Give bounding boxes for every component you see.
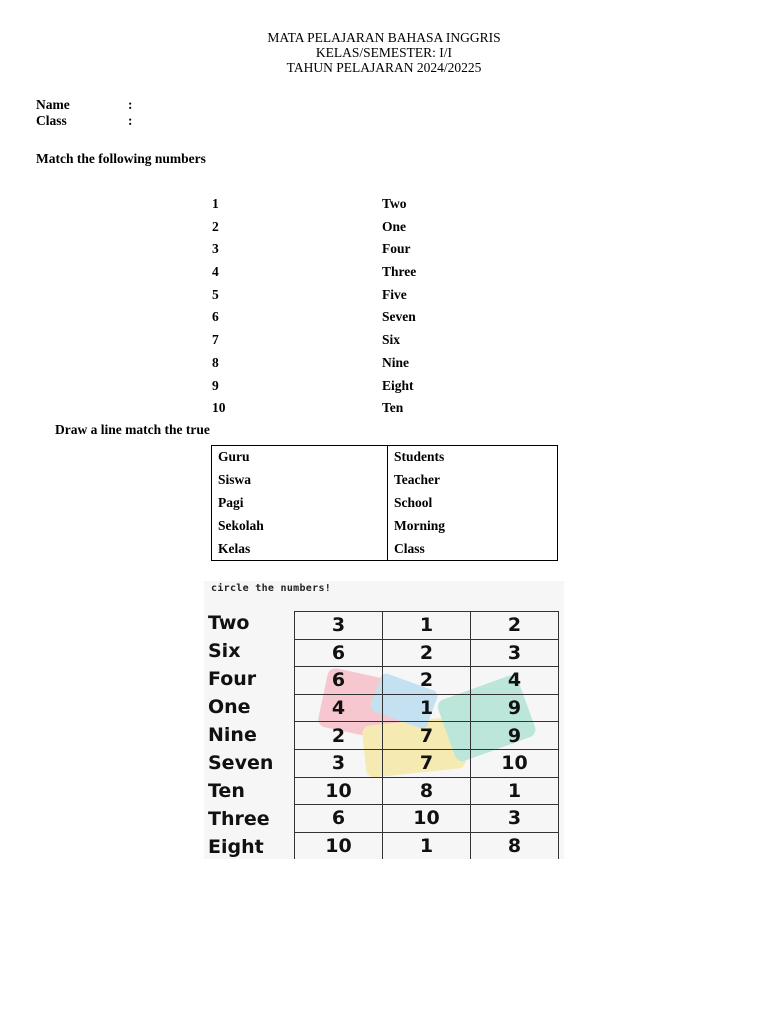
subject-title: MATA PELAJARAN BAHASA INGGRIS — [267, 30, 501, 45]
grid-row — [295, 612, 559, 640]
match-row — [212, 196, 452, 219]
worksheet-word: Six — [208, 640, 241, 662]
table-row — [212, 537, 558, 560]
class-colon: : — [128, 113, 133, 128]
match-number: 5 — [212, 286, 219, 302]
grid-number-cell[interactable]: 9 — [471, 694, 559, 722]
grid-number-cell[interactable]: 2 — [471, 612, 559, 640]
grid-number-cell[interactable]: 3 — [295, 749, 383, 777]
worksheet-word-column — [208, 609, 273, 859]
match-word: Eight — [382, 377, 414, 393]
match-number: 8 — [212, 354, 219, 370]
grid-number-cell[interactable]: 2 — [295, 722, 383, 750]
match-row — [212, 332, 452, 355]
grid-row — [295, 749, 559, 777]
grid-number-cell[interactable]: 10 — [295, 777, 383, 805]
worksheet-word: Four — [208, 668, 257, 690]
match-word: Seven — [382, 309, 416, 325]
vocabulary-match-table — [211, 445, 558, 561]
match-word: Nine — [382, 354, 409, 370]
worksheet-title: circle the numbers! — [211, 583, 332, 594]
worksheet-word: Two — [208, 612, 250, 634]
grid-number-cell[interactable]: 10 — [471, 749, 559, 777]
grid-row — [295, 832, 559, 859]
table-row — [212, 446, 558, 469]
match-word: Five — [382, 286, 407, 302]
grid-number-cell[interactable]: 8 — [471, 832, 559, 859]
table-row — [212, 492, 558, 515]
circle-numbers-worksheet — [204, 581, 564, 859]
grid-number-cell[interactable]: 3 — [471, 639, 559, 667]
match-number: 6 — [212, 309, 219, 325]
grid-number-cell[interactable]: 7 — [383, 722, 471, 750]
english-word-cell: Teacher — [394, 472, 440, 488]
match-number: 3 — [212, 241, 219, 257]
class-semester: KELAS/SEMESTER: I/I — [315, 45, 453, 60]
grid-number-cell[interactable]: 3 — [295, 612, 383, 640]
grid-number-cell[interactable]: 10 — [295, 832, 383, 859]
worksheet-word: Ten — [208, 780, 245, 802]
grid-row — [295, 694, 559, 722]
grid-number-cell[interactable]: 1 — [471, 777, 559, 805]
grid-number-cell[interactable]: 7 — [383, 749, 471, 777]
match-word: Six — [382, 332, 401, 348]
grid-row — [295, 722, 559, 750]
grid-number-cell[interactable]: 1 — [383, 612, 471, 640]
english-word-cell: Morning — [394, 517, 446, 533]
match-row — [212, 400, 452, 423]
name-field — [36, 97, 133, 113]
indonesian-word-cell: Sekolah — [212, 514, 388, 537]
class-label: Class — [36, 113, 67, 128]
grid-number-cell[interactable]: 4 — [471, 667, 559, 695]
match-number: 1 — [212, 196, 219, 211]
worksheet-number-grid — [294, 611, 559, 859]
grid-number-cell[interactable]: 8 — [383, 777, 471, 805]
grid-number-cell[interactable]: 6 — [295, 639, 383, 667]
grid-number-cell[interactable]: 2 — [383, 639, 471, 667]
match-row — [212, 241, 452, 264]
grid-number-cell[interactable]: 2 — [383, 667, 471, 695]
document-header — [0, 30, 768, 75]
match-number: 2 — [212, 218, 219, 234]
match-row — [212, 355, 452, 378]
match-row — [212, 309, 452, 332]
grid-number-cell[interactable]: 10 — [383, 805, 471, 833]
grid-number-cell[interactable]: 4 — [295, 694, 383, 722]
name-label: Name — [36, 97, 70, 112]
match-word: One — [382, 218, 407, 234]
indonesian-word-cell: Kelas — [212, 537, 388, 560]
match-word: Three — [382, 264, 417, 280]
match-row — [212, 219, 452, 242]
english-word-cell: Students — [394, 449, 445, 465]
table-row — [212, 514, 558, 537]
name-colon: : — [128, 97, 133, 112]
grid-row — [295, 777, 559, 805]
match-row — [212, 378, 452, 401]
worksheet-word: Nine — [208, 724, 257, 746]
section1-instruction: Match the following numbers — [36, 151, 206, 166]
match-word: Four — [382, 241, 411, 257]
worksheet-word: Seven — [208, 752, 274, 774]
english-word-cell: Class — [394, 540, 425, 556]
grid-number-cell[interactable]: 3 — [471, 805, 559, 833]
table-row — [212, 469, 558, 492]
match-word: Two — [382, 196, 407, 211]
grid-row — [295, 805, 559, 833]
english-word-cell: School — [394, 494, 433, 510]
match-row — [212, 264, 452, 287]
grid-row — [295, 639, 559, 667]
indonesian-word-cell: Siswa — [212, 469, 388, 492]
grid-row — [295, 667, 559, 695]
class-field — [36, 113, 133, 129]
worksheet-word: Three — [208, 808, 270, 830]
grid-number-cell[interactable]: 6 — [295, 667, 383, 695]
section2-instruction: Draw a line match the true — [55, 422, 210, 437]
academic-year: TAHUN PELAJARAN 2024/20225 — [286, 60, 482, 75]
number-match-list — [212, 196, 452, 423]
match-number: 4 — [212, 264, 219, 280]
indonesian-word-cell: Guru — [212, 446, 388, 469]
grid-number-cell[interactable]: 9 — [471, 722, 559, 750]
match-row — [212, 287, 452, 310]
grid-number-cell[interactable]: 1 — [383, 694, 471, 722]
grid-number-cell[interactable]: 1 — [383, 832, 471, 859]
worksheet-word: One — [208, 696, 251, 718]
grid-number-cell[interactable]: 6 — [295, 805, 383, 833]
match-number: 9 — [212, 377, 219, 393]
worksheet-word: Eight — [208, 836, 264, 858]
match-word: Ten — [382, 400, 404, 416]
match-number: 7 — [212, 332, 219, 348]
indonesian-word-cell: Pagi — [212, 492, 388, 515]
match-number: 10 — [212, 400, 226, 416]
